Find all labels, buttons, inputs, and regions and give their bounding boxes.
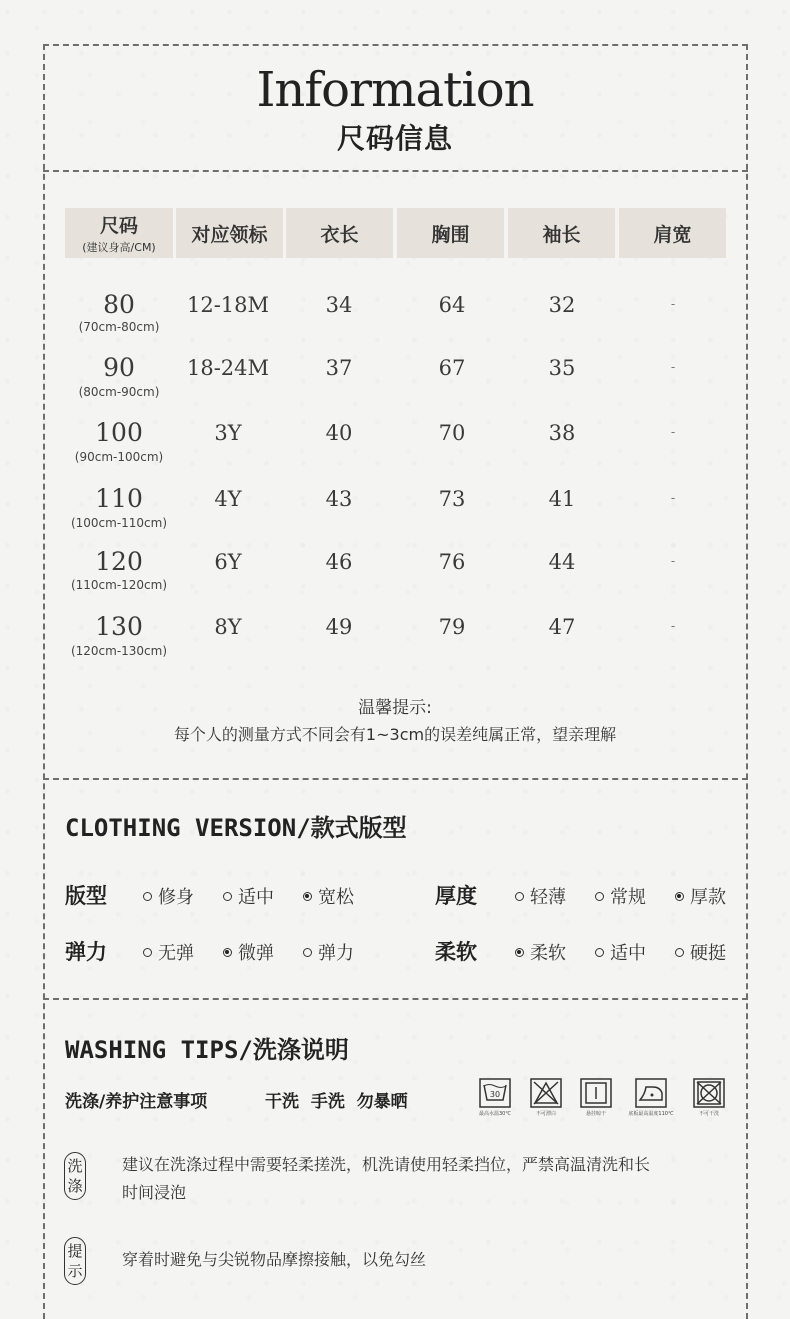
row-shoulder: - — [670, 554, 676, 568]
row-label: 3Y — [214, 421, 242, 445]
radio-icon — [223, 892, 232, 901]
radio-icon — [515, 892, 524, 901]
no-tumble-dry-caption: 不可干洗 — [698, 1111, 719, 1117]
option-fit-loose[interactable] — [303, 883, 354, 909]
tip-text: 每个人的测量方式不同会有1~3cm的误差纯属正常，望亲理解 — [173, 725, 617, 744]
header-label — [176, 208, 283, 258]
option-text: 适中 — [238, 887, 274, 908]
no-bleach-caption: 不可漂白 — [535, 1111, 556, 1117]
iron-icon — [635, 1078, 667, 1108]
header-chest — [397, 208, 504, 258]
row-shoulder: - — [670, 425, 676, 439]
option-softness-soft[interactable] — [515, 939, 566, 965]
row-chest: 79 — [438, 615, 466, 639]
row-range: (90cm-100cm) — [74, 450, 164, 464]
row-label: 6Y — [214, 550, 242, 574]
header-length — [286, 208, 393, 258]
option-softness-medium[interactable] — [595, 939, 646, 965]
row-range: (100cm-110cm) — [70, 516, 168, 530]
row-range: (80cm-90cm) — [78, 385, 160, 399]
option-text: 弹力 — [318, 943, 354, 964]
row-length: 40 — [325, 421, 353, 445]
prop-fit-label: 版型 — [65, 884, 107, 908]
option-thickness-normal[interactable] — [595, 883, 646, 909]
radio-icon — [143, 948, 152, 957]
washing-title: WASHING TIPS/洗涤说明 — [65, 1036, 349, 1064]
row-chest: 73 — [438, 487, 466, 511]
divider — [43, 778, 748, 780]
option-text: 修身 — [158, 887, 194, 908]
row-sleeve: 35 — [548, 356, 576, 380]
wash-30-icon — [479, 1078, 511, 1108]
note-badge-tip — [64, 1237, 86, 1285]
header-sleeve-text: 袖长 — [542, 223, 581, 246]
radio-icon — [143, 892, 152, 901]
radio-icon — [595, 948, 604, 957]
row-length: 49 — [325, 615, 353, 639]
option-softness-stiff[interactable] — [675, 939, 726, 965]
option-text: 厚款 — [690, 887, 726, 908]
row-sleeve: 32 — [548, 293, 576, 317]
radio-icon — [303, 948, 312, 957]
option-text: 微弹 — [238, 943, 274, 964]
row-length: 46 — [325, 550, 353, 574]
option-text: 适中 — [610, 943, 646, 964]
row-chest: 70 — [438, 421, 466, 445]
row-label: 8Y — [214, 615, 242, 639]
option-text: 硬挺 — [690, 943, 726, 964]
wash-temp-text: 30 — [489, 1090, 501, 1099]
prop-elastic-label: 弹力 — [65, 940, 107, 964]
radio-checked-icon — [515, 948, 524, 957]
header-chest-text: 胸围 — [431, 223, 470, 246]
badge-char: 提 — [67, 1242, 83, 1260]
note-badge-wash — [64, 1152, 86, 1200]
header-size-sub: (建议身高/CM) — [82, 241, 156, 254]
row-label: 4Y — [214, 487, 242, 511]
row-sleeve: 47 — [548, 615, 576, 639]
option-elastic-none[interactable] — [143, 939, 194, 965]
option-text: 宽松 — [318, 887, 354, 908]
row-size: 110 — [95, 484, 143, 513]
care-methods: 干洗 手洗 勿暴晒 — [265, 1092, 408, 1112]
header-size-label: 尺码 — [99, 215, 138, 237]
row-size: 130 — [95, 612, 143, 641]
radio-icon — [595, 892, 604, 901]
row-length: 34 — [325, 293, 353, 317]
hang-dry-caption: 悬挂晾干 — [585, 1111, 606, 1117]
row-shoulder: - — [670, 619, 676, 633]
option-elastic-slight[interactable] — [223, 939, 274, 965]
row-size: 80 — [103, 290, 135, 319]
title-chinese: 尺码信息 — [336, 122, 453, 155]
row-label: 12-18M — [186, 293, 270, 317]
row-label: 18-24M — [186, 356, 270, 380]
row-range: (110cm-120cm) — [70, 578, 168, 592]
row-sleeve: 38 — [548, 421, 576, 445]
row-shoulder: - — [670, 360, 676, 374]
option-thickness-thin[interactable] — [515, 883, 566, 909]
tip-title: 温馨提示: — [358, 698, 432, 718]
header-label-text: 对应领标 — [191, 223, 268, 246]
row-sleeve: 41 — [548, 487, 576, 511]
no-tumble-dry-icon — [693, 1078, 725, 1108]
row-shoulder: - — [670, 491, 676, 505]
option-text: 无弹 — [158, 943, 194, 964]
option-fit-regular[interactable] — [223, 883, 274, 909]
radio-icon — [675, 948, 684, 957]
title-english: Information — [256, 62, 534, 118]
row-chest: 67 — [438, 356, 466, 380]
iron-caption: 底板最高温度110℃ — [628, 1111, 674, 1117]
badge-char: 示 — [67, 1262, 83, 1280]
care-label: 洗涤/养护注意事项 — [65, 1092, 208, 1112]
note-tip-text: 穿着时避免与尖锐物品摩擦接触，以免勾丝 — [122, 1250, 427, 1269]
wash-30-caption: 最高水温30℃ — [479, 1111, 511, 1117]
option-text: 轻薄 — [530, 887, 566, 908]
radio-checked-icon — [303, 892, 312, 901]
row-sleeve: 44 — [548, 550, 576, 574]
row-size: 100 — [95, 418, 143, 447]
badge-char: 洗 — [67, 1157, 83, 1175]
option-elastic-stretch[interactable] — [303, 939, 354, 965]
header-shoulder — [619, 208, 726, 258]
row-chest: 64 — [438, 293, 466, 317]
header-shoulder-text: 肩宽 — [653, 223, 692, 246]
radio-checked-icon — [675, 892, 684, 901]
row-range: (70cm-80cm) — [78, 320, 160, 334]
no-bleach-icon — [530, 1078, 562, 1108]
radio-checked-icon — [223, 948, 232, 957]
badge-char: 涤 — [67, 1177, 83, 1195]
option-text: 柔软 — [530, 943, 566, 964]
row-chest: 76 — [438, 550, 466, 574]
option-text: 常规 — [610, 887, 646, 908]
header-length-text: 衣长 — [320, 223, 359, 246]
row-size: 120 — [95, 547, 143, 576]
divider — [43, 998, 748, 1000]
header-sleeve — [508, 208, 615, 258]
option-fit-slim[interactable] — [143, 883, 194, 909]
version-title: CLOTHING VERSION/款式版型 — [65, 814, 407, 842]
prop-thickness-label: 厚度 — [435, 884, 477, 908]
row-size: 90 — [103, 353, 135, 382]
row-length: 37 — [325, 356, 353, 380]
header-size — [65, 208, 173, 258]
prop-softness-label: 柔软 — [435, 940, 477, 964]
option-thickness-thick[interactable] — [675, 883, 726, 909]
row-range: (120cm-130cm) — [70, 644, 168, 658]
row-length: 43 — [325, 487, 353, 511]
divider — [43, 170, 748, 172]
note-wash-text: 建议在洗涤过程中需要轻柔搓洗，机洗请使用轻柔挡位，严禁高温清洗和长时间浸泡 — [122, 1155, 651, 1202]
row-shoulder: - — [670, 297, 676, 311]
hang-dry-icon — [580, 1078, 612, 1108]
